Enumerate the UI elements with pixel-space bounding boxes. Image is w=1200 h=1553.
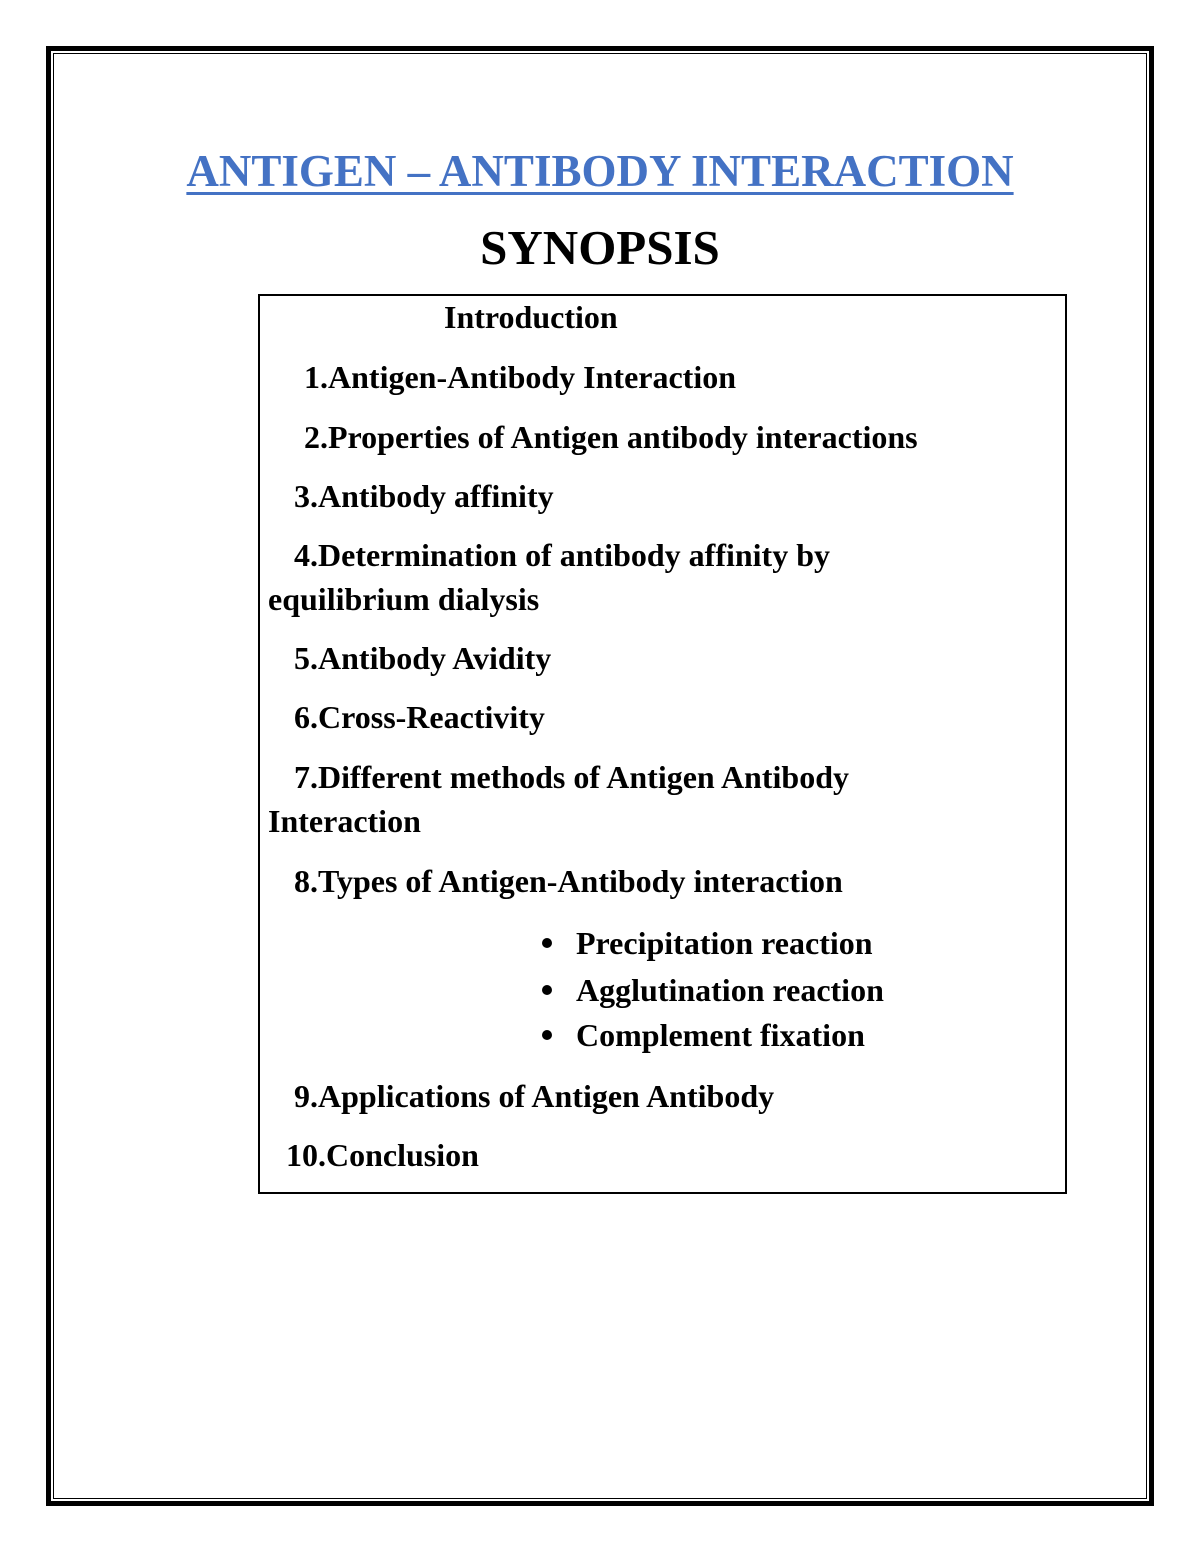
synopsis-item-9: 9.Applications of Antigen Antibody <box>294 1078 775 1114</box>
synopsis-intro: Introduction <box>444 299 618 335</box>
synopsis-item-7: 7.Different methods of Antigen Antibody <box>294 759 849 795</box>
synopsis-item-4: 4.Determination of antibody affinity by <box>294 537 830 573</box>
synopsis-item-2: 2.Properties of Antigen antibody interactions <box>304 419 918 455</box>
bullet-icon <box>542 985 552 995</box>
synopsis-item-6: 6.Cross-Reactivity <box>294 699 545 735</box>
synopsis-item-10: 10.Conclusion <box>286 1137 479 1173</box>
synopsis-item-1: 1.Antigen-Antibody Interaction <box>304 359 737 395</box>
synopsis-item-4-continued: equilibrium dialysis <box>268 581 540 617</box>
synopsis-heading: SYNOPSIS <box>480 220 720 275</box>
bullet-item-precipitation: Precipitation reaction <box>576 925 873 961</box>
bullet-icon <box>542 938 552 948</box>
synopsis-item-3: 3.Antibody affinity <box>294 478 554 514</box>
synopsis-item-5: 5.Antibody Avidity <box>294 640 552 676</box>
bullet-item-agglutination: Agglutination reaction <box>576 972 884 1008</box>
document-title: ANTIGEN – ANTIBODY INTERACTION <box>186 146 1014 196</box>
synopsis-item-7-continued: Interaction <box>268 803 421 839</box>
synopsis-item-8: 8.Types of Antigen-Antibody interaction <box>294 863 843 899</box>
bullet-item-complement: Complement fixation <box>576 1017 865 1053</box>
bullet-icon <box>542 1030 552 1040</box>
